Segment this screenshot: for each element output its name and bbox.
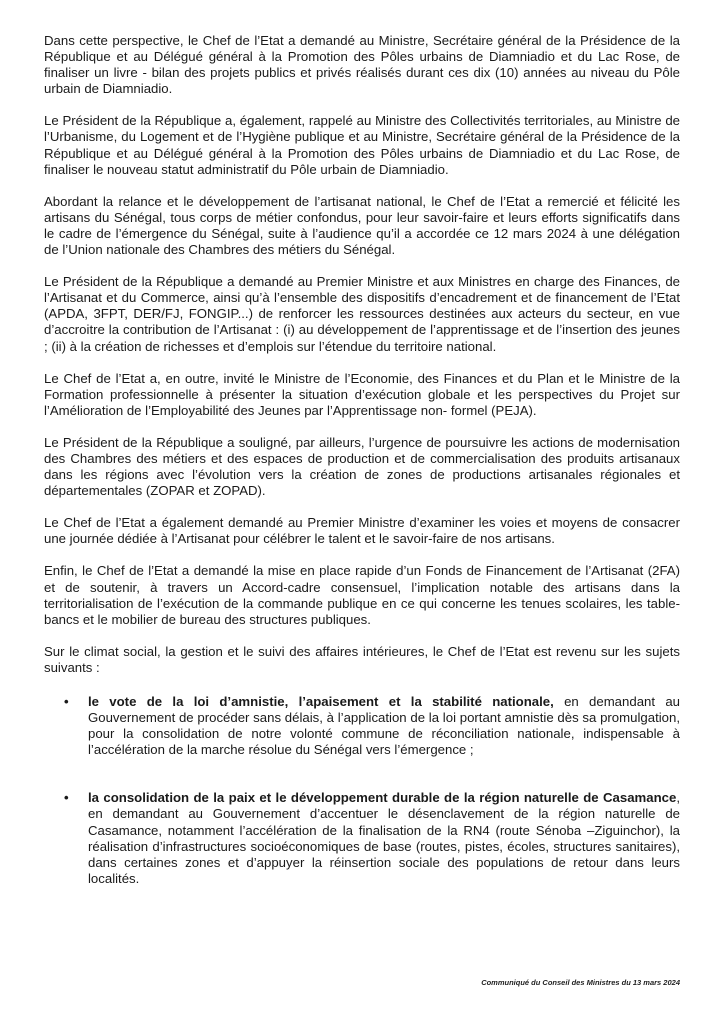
bullet-icon: • <box>64 694 69 709</box>
list-item-heading: le vote de la loi d’amnistie, l’apaisement et la stabilité nationale, <box>88 694 554 709</box>
list-item-text: , en demandant au Gouvernement d’accentuer le désenclavement de la région naturelle de Casamance, notamment l’accélération de la finalisation de la RN4 (route Sénoba –Ziguinchor), la réalisation d’infrastructures socioéconomiques de base (routes, pistes, écoles, structures sanitaires), dans certaines zones et d’appuyer la réinsertion sociale des populations de retour dans leurs localités. <box>88 790 680 886</box>
list-item-casamance <box>44 790 680 887</box>
page-footer: Communiqué du Conseil des Ministres du 13 mars 2024 <box>481 978 680 987</box>
paragraph-peja: Le Chef de l’Etat a, en outre, invité le Ministre de l’Economie, des Finances et du Plan et le Ministre de la Formation professionnelle à présenter la situation d’exécution globale et les perspectives du Projet sur l’Amélioration de l’Employabilité des Jeunes par l’Apprentissage non- formel (PEJA). <box>44 370 680 418</box>
bullet-icon: • <box>64 790 69 806</box>
paragraph-pole-urbain-bilan: Dans cette perspective, le Chef de l’Etat a demandé au Ministre, Secrétaire général de la Présidence de la République et au Délégué général à la Promotion des Pôles urbains de Diamniadio et du Lac Rose, de finaliser un livre - bilan des projets publics et privés réalisés durant ces dix (10) années au niveau du Pôle urbain de Diamniadio. <box>44 33 680 97</box>
paragraph-fonds-financement: Enfin, le Chef de l’Etat a demandé la mise en place rapide d’un Fonds de Financement de l’Artisanat (2FA) et de soutenir, à travers un Accord-cadre consensuel, l’implication notable des artisans dans la territorialisation de l’exécution de la commande publique en ce qui concerne les tenues scolaires, les table-bancs et le mobilier de bureau des structures publiques. <box>44 563 680 627</box>
list-item-heading: la consolidation de la paix et le développement durable de la région naturelle de Casamance <box>88 790 677 806</box>
paragraph-journee-artisanat: Le Chef de l’Etat a également demandé au Premier Ministre d’examiner les voies et moyens de consacrer une journée dédiée à l’Artisanat pour célébrer le talent et le savoir-faire de nos artisans. <box>44 515 680 547</box>
document-page <box>44 33 680 887</box>
paragraph-ressources-artisanat: Le Président de la République a demandé au Premier Ministre et aux Ministres en charge des Finances, de l’Artisanat et du Commerce, ainsi qu’à l’ensemble des dispositifs d’encadrement et de financement de l’Etat (APDA, 3FPT, DER/FJ, FONGIP...) de renforcer les ressources destinées aux acteurs du secteur, en vue d’accroitre la contribution de l’Artisanat : (i) au développement de l’apprentissage et de l’insertion des jeunes ; (ii) à la création de richesses et d’emplois sur l’étendue du territoire national. <box>44 274 680 354</box>
paragraph-artisanat-relance: Abordant la relance et le développement de l’artisanat national, le Chef de l’Etat a remercié et félicité les artisans du Sénégal, tous corps de métier confondus, pour leur savoir-faire et leurs efforts significatifs dans le cadre de l’émergence du Sénégal, suite à l’audience qu’il a accordée ce 12 mars 2024 à une délégation de l’Union nationale des Chambres des métiers du Sénégal. <box>44 193 680 258</box>
paragraph-statut-administratif: Le Président de la République a, également, rappelé au Ministre des Collectivités territoriales, au Ministre de l’Urbanisme, du Logement et de l’Hygiène publique et au Ministre, Secrétaire général de la Présidence de la République et au Délégué général à la Promotion des Pôles urbains de Diamniadio et du Lac Rose, de finaliser le nouveau statut administratif du Pôle urbain de Diamniadio. <box>44 113 680 177</box>
bullet-list <box>44 694 680 887</box>
paragraph-modernisation: Le Président de la République a souligné, par ailleurs, l’urgence de poursuivre les actions de modernisation des Chambres des métiers et des espaces de production et de commercialisation des produits artisanaux dans les régions avec l’évolution vers la création de zones de productions artisanales régionales et départementales (ZOPAR et ZOPAD). <box>44 434 680 499</box>
paragraph-climat-social: Sur le climat social, la gestion et le suivi des affaires intérieures, le Chef de l’Etat est revenu sur les sujets suivants : <box>44 643 680 675</box>
list-item-text: en demandant au Gouvernement de procéder sans délais, à l’application de la loi portant amnistie dès sa promulgation, pour la consolidation de notre volonté commune de réconciliation nationale, indispensable à l’accélération de la marche résolue du Sénégal vers l’émergence ; <box>88 694 680 758</box>
list-item-amnistie <box>44 694 680 758</box>
